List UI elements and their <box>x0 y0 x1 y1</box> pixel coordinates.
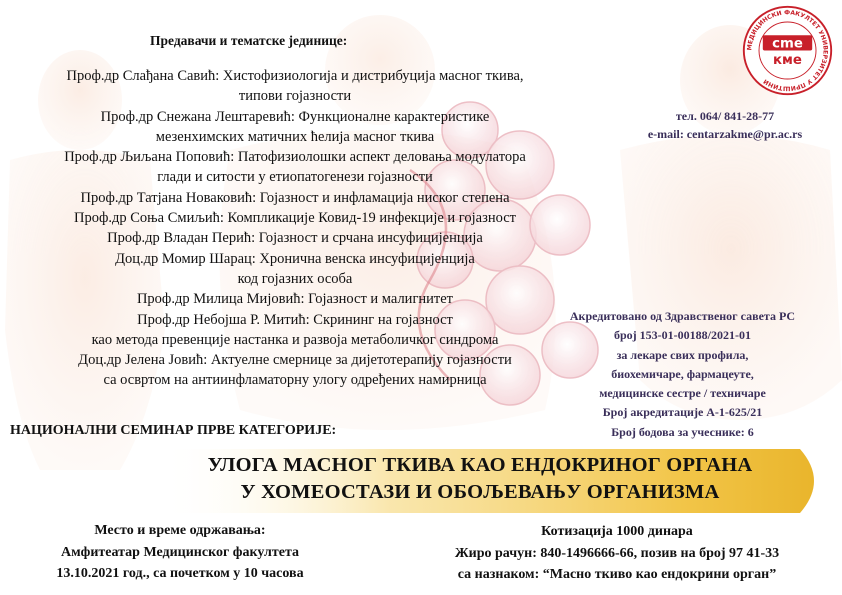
lecture-line: са освртом на антиинфламаторну улогу одређених намирница <box>103 372 487 389</box>
lecturers-heading: Предавачи и тематске јединице: <box>150 33 348 48</box>
lecture-line: као метода превенције настанка и развоја метаболичког синдрома <box>91 331 499 348</box>
accreditation-line: за лекаре свих профила, <box>616 347 749 362</box>
logo-text-top: cme <box>772 36 803 52</box>
seminar-title <box>160 452 800 506</box>
accreditation-line: Број акредитације А-1-625/21 <box>602 405 763 420</box>
lecture-line: Проф.др Соња Смиљић: Компликације Ковид-19 инфекције и гојазност <box>74 210 516 227</box>
venue-info <box>0 520 360 585</box>
venue-line: Место и време одржавања: <box>94 523 266 538</box>
fee-line: Жиро рачун: 840-1496666-66, позив на број 97 41-33 <box>454 545 780 561</box>
venue-line: Амфитеатар Медицинског факултета <box>60 544 300 560</box>
accreditation-info <box>530 307 835 442</box>
lecture-line: типови гојазности <box>238 88 352 105</box>
faculty-logo <box>740 3 835 98</box>
lecture-line: мезенхимских матичних ћелија масног ткива <box>155 128 435 145</box>
phone-number: тел. 064/ 841-28-77 <box>675 109 775 123</box>
logo-text-bottom: кмe <box>773 52 802 68</box>
fee-line: са назнаком: “Масно ткиво као ендокрини орган” <box>457 567 777 582</box>
lecture-line: Проф.др Љиљана Поповић: Патофизиолошки аспект деловања модулатора <box>64 149 526 166</box>
lecture-line: Проф.др Небојша Р. Митић: Скрининг на гојазност <box>137 311 453 328</box>
lecture-line: Проф.др Владан Перић: Гојазност и срчана инсуфицијенција <box>107 230 483 247</box>
seminar-title-line: УЛОГА МАСНОГ ТКИВА КАО ЕНДОКРИНОГ ОРГАНА <box>207 454 753 476</box>
accreditation-line: Акредитовано од Здравственог савета РС <box>569 309 796 323</box>
accreditation-line: биохемичаре, фармацеуте, <box>611 366 754 381</box>
lecture-line: код гојазних особа <box>237 270 353 287</box>
venue-line: 13.10.2021 год., са почетком у 10 часова <box>56 566 304 581</box>
contact-info <box>620 107 830 143</box>
accreditation-line: медицинске сестре / техничаре <box>599 386 766 401</box>
fee-line: Котизација 1000 динара <box>541 524 693 539</box>
accreditation-line: број 153-01-00188/2021-01 <box>614 328 751 343</box>
lecture-line: Проф.др Милица Мијовић: Гојазност и малигнитет <box>136 291 454 308</box>
national-seminar-label: НАЦИОНАЛНИ СЕМИНАР ПРВЕ КАТЕГОРИЈЕ: <box>10 423 337 438</box>
seminar-title-line: У ХОМЕОСТАЗИ И ОБОЉЕВАЊУ ОРГАНИЗМА <box>240 481 720 503</box>
lecture-line: глади и ситости у етиопатогенези гојазности <box>157 169 433 186</box>
lecture-line: Доц.др Момир Шарац: Хронична венска инсуфицијенција <box>115 250 475 267</box>
lecture-line: Проф.др Слађана Савић: Хистофизиологија и дистрибуција масног ткива, <box>66 68 524 84</box>
lecture-line: Доц.др Јелена Јовић: Актуелне смернице за дијетотерапију гојазности <box>78 352 512 369</box>
lecture-line: Проф.др Татјана Новаковић: Гојазност и инфламација ниског степена <box>80 189 510 206</box>
lecturer-list <box>0 66 590 391</box>
lecture-line: Проф.др Снежана Лештаревић: Функционалне карактеристике <box>100 108 490 125</box>
email-address[interactable]: e-mail: centarzakme@pr.ac.rs <box>647 127 803 141</box>
logo-ring-text: МЕДИЦИНСКИ ФАКУЛТЕТ УНИВЕРЗИТЕТ У ПРИШТИНИ <box>746 9 829 92</box>
accreditation-line: Број бодова за учеснике: 6 <box>611 424 754 439</box>
fee-info <box>392 521 842 586</box>
